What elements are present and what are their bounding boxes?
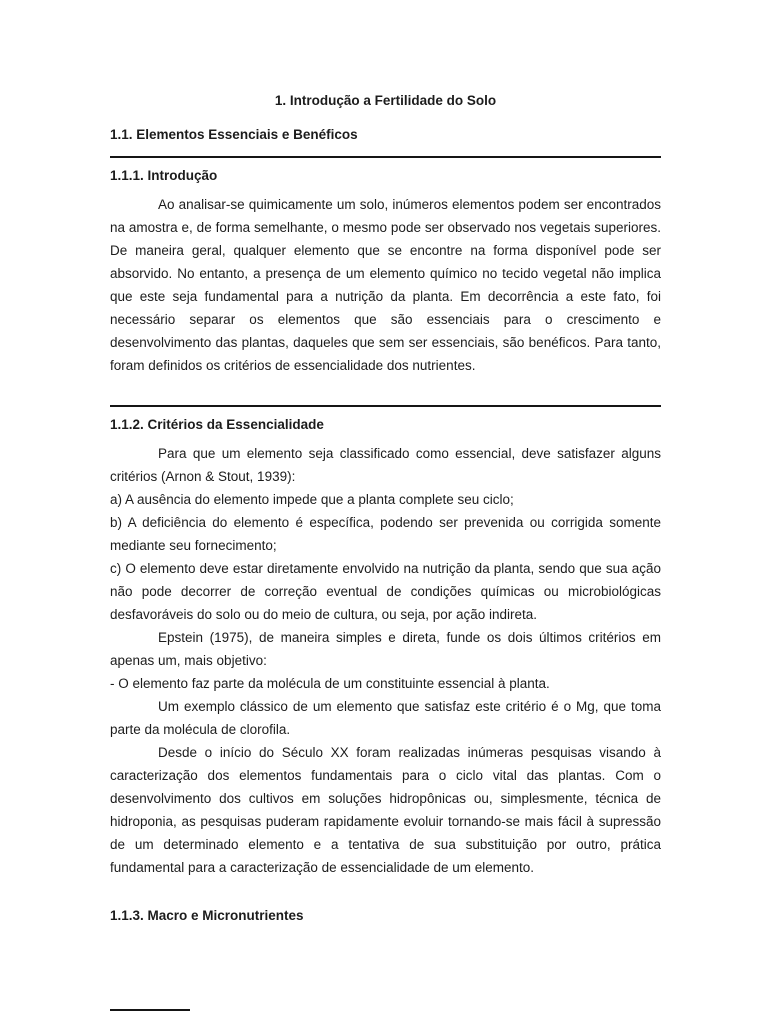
criterion-item-b: b) A deficiência do elemento é específica, podendo ser prevenida ou corrigida somente mediante seu fornecimento; bbox=[110, 515, 661, 553]
criterion-item-c: c) O elemento deve estar diretamente envolvido na nutrição da planta, sendo que sua ação não pode decorrer de correção eventual de condições químicas ou microbiológicas desfavoráveis do solo ou do meio de cultura, ou seja, por ação indireta. bbox=[110, 561, 661, 622]
paragraph-epstein: Epstein (1975), de maneira simples e direta, funde os dois últimos critérios em apenas um, mais objetivo: bbox=[110, 630, 661, 668]
divider-bottom-partial bbox=[110, 1009, 190, 1011]
document-page bbox=[110, 0, 661, 924]
divider-top bbox=[110, 156, 661, 158]
paragraph-exemplo-mg: Um exemplo clássico de um elemento que satisfaz este critério é o Mg, que toma parte da molécula de clorofila. bbox=[110, 699, 661, 737]
subsection-heading-1-1-2: 1.1.2. Critérios da Essencialidade bbox=[110, 417, 324, 432]
paragraph-historia-hidroponia: Desde o início do Século XX foram realizadas inúmeras pesquisas visando à caracterização dos elementos fundamentais para o ciclo vital das plantas. Com o desenvolvimento dos cultivos em soluções hidropônicas ou, simplesmente, técnica de hidroponia, as pesquisas puderam rapidamente evoluir tornando-se mais fácil à supressão de um determinado elemento e a tentativa de sua substituição por outro, prática fundamental para a caracterização de essencialidade de um elemento. bbox=[110, 745, 661, 875]
section-heading-1-1: 1.1. Elementos Essenciais e Benéficos bbox=[110, 127, 358, 142]
doc-title: 1. Introdução a Fertilidade do Solo bbox=[274, 93, 497, 108]
criterion-item-a: a) A ausência do elemento impede que a planta complete seu ciclo; bbox=[110, 492, 514, 507]
paragraph-criterios-intro: Para que um elemento seja classificado como essencial, deve satisfazer alguns critérios (Arnon & Stout, 1939): bbox=[110, 446, 661, 484]
divider-middle bbox=[110, 405, 661, 407]
subsection-heading-1-1-1: 1.1.1. Introdução bbox=[110, 168, 218, 183]
paragraph-introducao: Ao analisar-se quimicamente um solo, inúmeros elementos podem ser encontrados na amostra e, de forma semelhante, o mesmo pode ser observado nos vegetais superiores. De maneira geral, qualquer elemento que se encontre na forma disponível pode ser absorvido. No entanto, a presença de um elemento químico no tecido vegetal não implica que este seja fundamental para a nutrição da planta. Em decorrência a este fato, foi necessário separar os elementos que são essenciais para o crescimento e desenvolvimento das plantas, daqueles que sem ser essenciais, são benéficos. Para tanto, foram definidos os critérios de essencialidade dos nutrientes. bbox=[110, 197, 661, 373]
subsection-heading-1-1-3: 1.1.3. Macro e Micronutrientes bbox=[110, 908, 304, 923]
criterion-epstein: - O elemento faz parte da molécula de um constituinte essencial à planta. bbox=[110, 676, 550, 691]
